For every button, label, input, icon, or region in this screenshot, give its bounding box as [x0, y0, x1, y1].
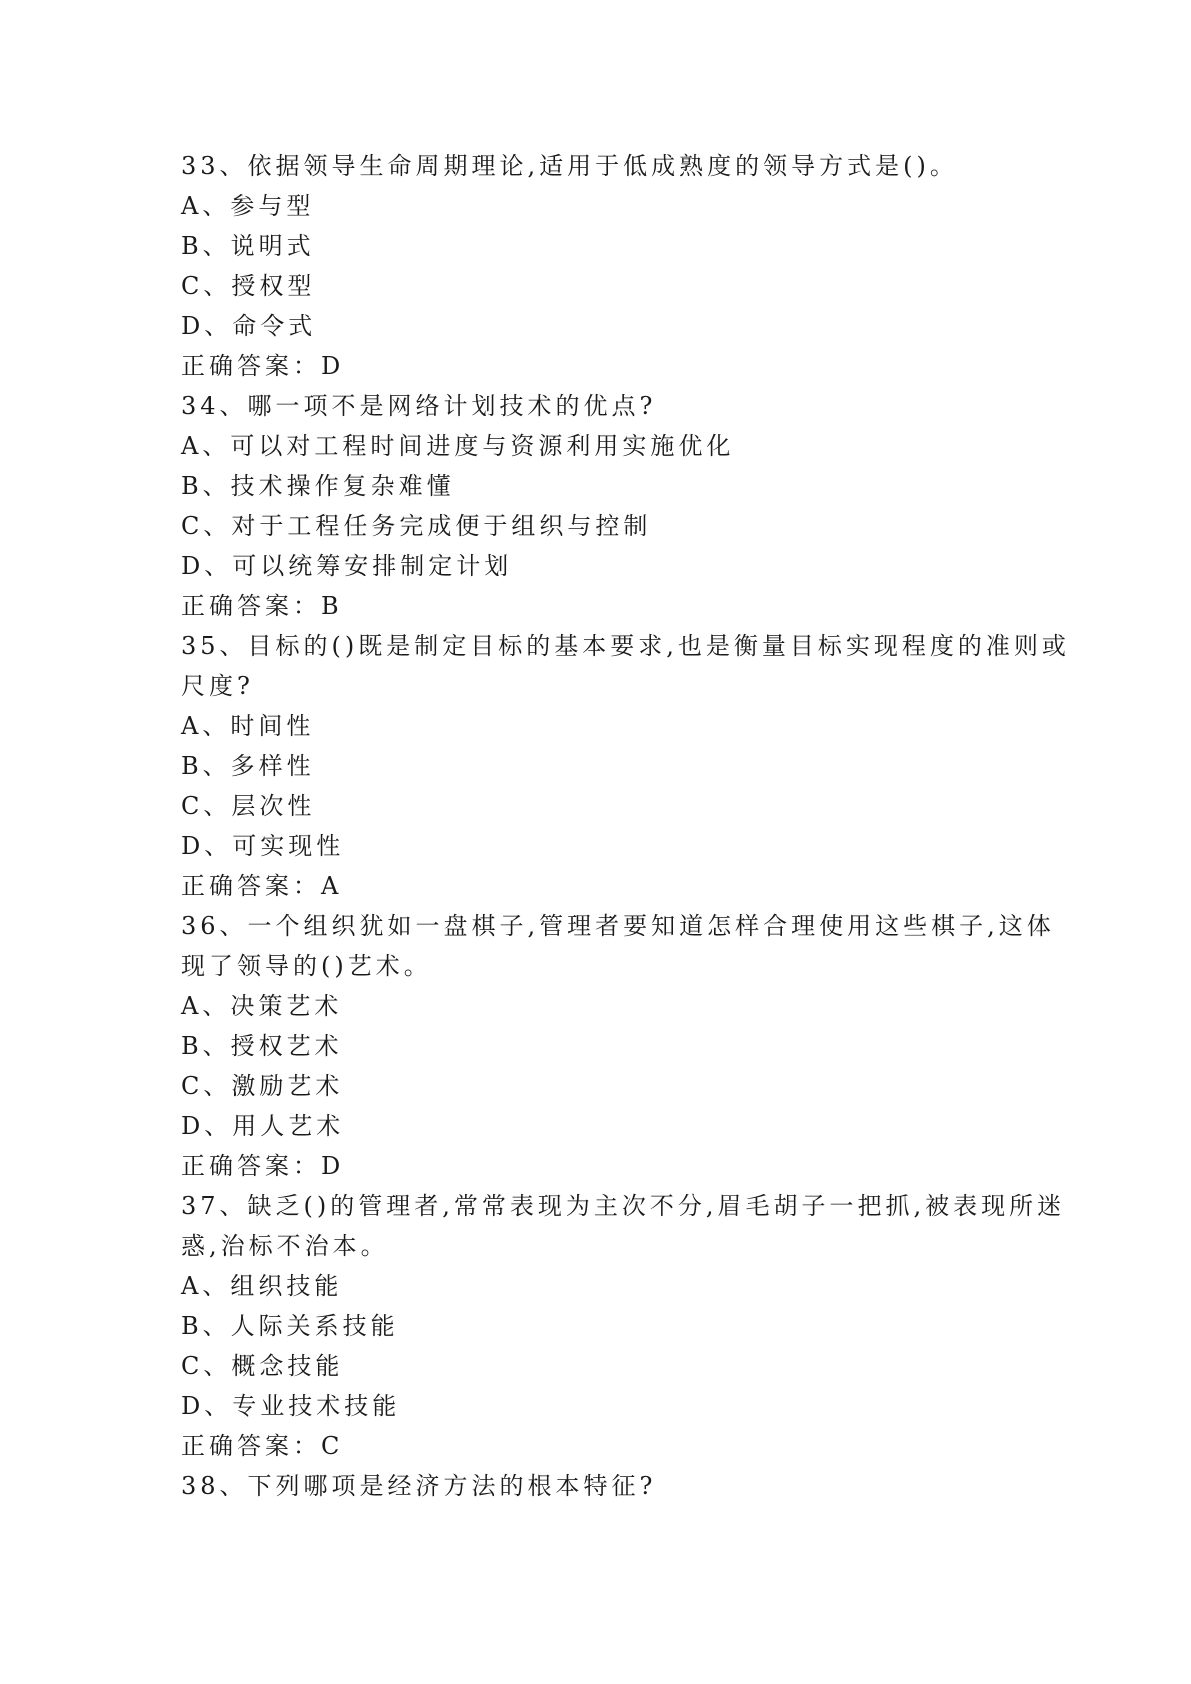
question-36-option-a: A、决策艺术	[181, 992, 343, 1020]
question-35-answer: 正确答案：A	[181, 872, 343, 900]
question-36-option-d: D、用人艺术	[181, 1112, 345, 1140]
question-37-option-a: A、组织技能	[181, 1272, 343, 1300]
question-34-answer: 正确答案：B	[181, 592, 343, 620]
question-36-stem-line-2: 现了领导的()艺术。	[181, 952, 432, 980]
question-37-stem-line-2: 惑,治标不治本。	[181, 1232, 389, 1260]
question-38-stem: 38、下列哪项是经济方法的根本特征?	[181, 1472, 657, 1500]
question-33-answer: 正确答案：D	[181, 352, 345, 380]
question-33-stem: 33、依据领导生命周期理论,适用于低成熟度的领导方式是()。	[181, 152, 958, 180]
question-list	[181, 146, 1070, 1506]
question-36-stem-line-1: 36、一个组织犹如一盘棋子,管理者要知道怎样合理使用这些棋子,这体	[181, 912, 1055, 940]
question-35-stem-line-1: 35、目标的()既是制定目标的基本要求,也是衡量目标实现程度的准则或	[181, 632, 1070, 660]
question-35-option-a: A、时间性	[181, 712, 315, 740]
question-34-option-b: B、技术操作复杂难懂	[181, 472, 455, 500]
question-33-option-a: A、参与型	[181, 192, 315, 220]
question-37-option-c: C、概念技能	[181, 1352, 344, 1380]
question-33-option-d: D、命令式	[181, 312, 317, 340]
question-36-option-c: C、激励艺术	[181, 1072, 344, 1100]
question-33-option-c: C、授权型	[181, 272, 316, 300]
question-37-stem-line-1: 37、缺乏()的管理者,常常表现为主次不分,眉毛胡子一把抓,被表现所迷	[181, 1192, 1066, 1220]
question-36-answer: 正确答案：D	[181, 1152, 345, 1180]
question-35-option-d: D、可实现性	[181, 832, 345, 860]
question-34-option-a: A、可以对工程时间进度与资源利用实施优化	[181, 432, 735, 460]
question-35-stem-line-2: 尺度?	[181, 672, 254, 700]
question-34-option-d: D、可以统筹安排制定计划	[181, 552, 513, 580]
question-34-option-c: C、对于工程任务完成便于组织与控制	[181, 512, 652, 540]
question-33-option-b: B、说明式	[181, 232, 315, 260]
question-37-option-d: D、专业技术技能	[181, 1392, 401, 1420]
question-37-option-b: B、人际关系技能	[181, 1312, 399, 1340]
question-35-option-b: B、多样性	[181, 752, 315, 780]
question-36-option-b: B、授权艺术	[181, 1032, 343, 1060]
question-37-answer: 正确答案：C	[181, 1432, 344, 1460]
question-34-stem: 34、哪一项不是网络计划技术的优点?	[181, 392, 657, 420]
question-35-option-c: C、层次性	[181, 792, 316, 820]
